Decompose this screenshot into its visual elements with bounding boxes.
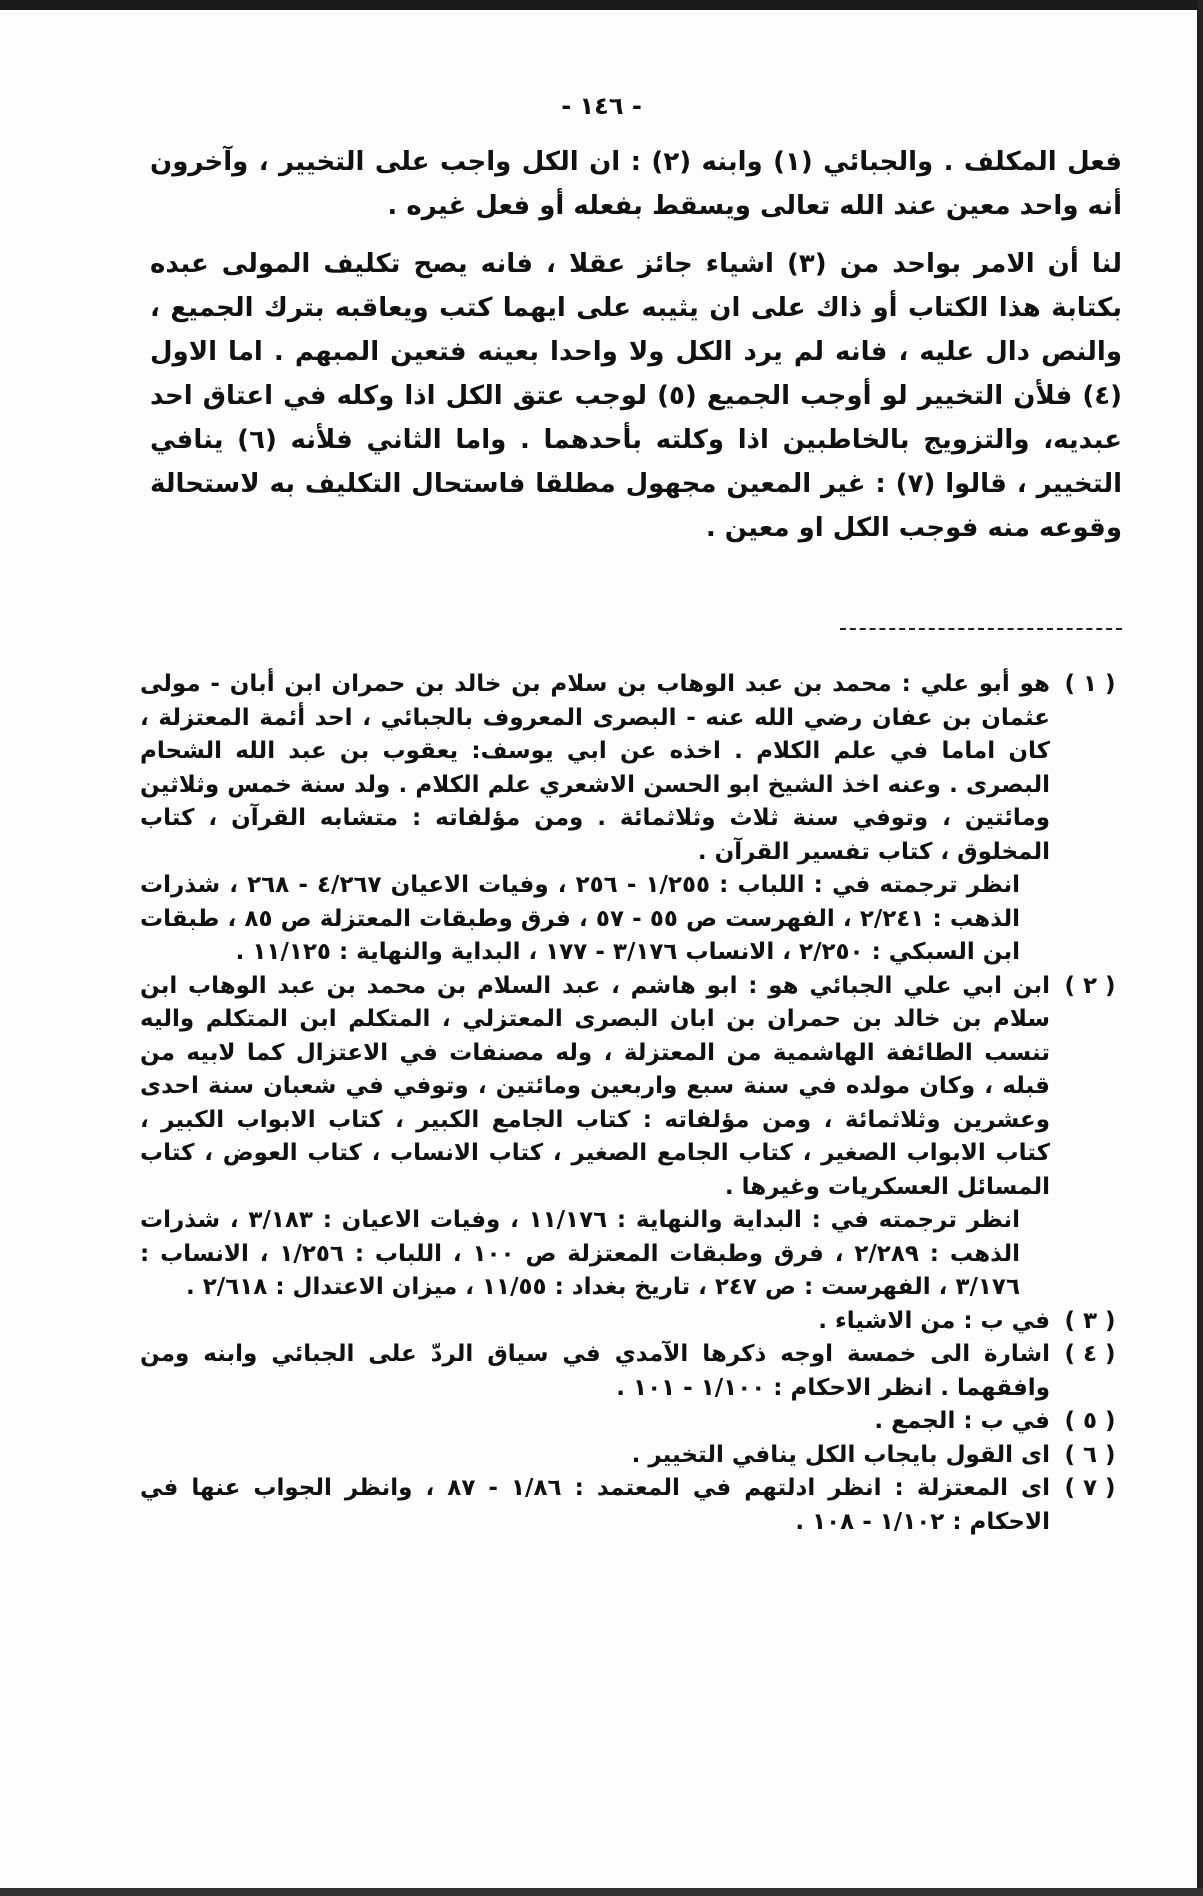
footnote-sources: انظر ترجمته في : اللباب : ١/٢٥٥ - ٢٥٦ ، وفيات الاعيان ٤/٢٦٧ - ٢٦٨ ، شذرات الذهب : ٢/٢٤١ ، الفهرست ص ٥٥ - ٥٧ ، فرق وطبقات المعتزلة ص ٨٥ ، طبقات ابن السبكي : ٢/٢٥٠ ، الانساب ٣/١٧٦ - ١٧٧ ، البداية والنهاية : ١١/١٢٥ . [140, 872, 1020, 965]
footnote-number: ( ٧ ) [1064, 1475, 1116, 1501]
footnote [140, 1405, 1130, 1439]
footnote-text: اى القول بايجاب الكل ينافي التخيير . [631, 1441, 1050, 1468]
footnote-number: ( ٦ ) [1064, 1441, 1116, 1468]
footnote-number: ( ٤ ) [1064, 1341, 1116, 1367]
scan-edge-right [1197, 0, 1203, 1896]
footnote [140, 668, 1130, 970]
footnote [140, 1472, 1130, 1539]
page-number: - ١٤٦ - [561, 92, 642, 120]
footnote-body [140, 1305, 1050, 1339]
footnote-body [140, 1472, 1050, 1539]
footnote-number: ( ٥ ) [1064, 1408, 1116, 1434]
footnote-text: ابن ابي علي الجبائي هو : ابو هاشم ، عبد السلام بن محمد بن عبد الوهاب ابن سلام بن خالد بن حمران بن ابان البصرى المعتزلي ، المتكلم ابن المتكلم واليه تنسب الطائفة الهاشمية من المعتزلة ، وله مصنفات في الاعتزال كما لابيه من قبله ، وكان مولده في سنة سبع واربعين ومائتين ، وتوفي في شعبان سنة احدى وعشرين وثلاثمائة ، ومن مؤلفاته : كتاب الجامع الكبير ، كتاب الابواب الكبير ، كتاب الابواب الصغير ، كتاب الجامع الصغير ، كتاب الانساب ، كتاب العوض ، كتاب المسائل العسكريات وغيرها . [140, 972, 1050, 1200]
footnote-number: ( ٣ ) [1064, 1307, 1116, 1334]
footnote-body [140, 1338, 1050, 1405]
footnote-body [140, 1439, 1050, 1473]
footnote [140, 1338, 1130, 1405]
footnote-divider [840, 628, 1122, 630]
footnote-text: اى المعتزلة : انظر ادلتهم في المعتمد : ١/٨٦ - ٨٧ ، وانظر الجواب عنها في الاحكام : ١/١٠٢ - ١٠٨ . [140, 1475, 1050, 1535]
footnote-number: ( ١ ) [1064, 671, 1116, 697]
footnotes [140, 668, 1130, 1539]
main-paragraph: فعل المكلف . والجبائي (١) وابنه (٢) : ان الكل واجب على التخيير ، وآخرون أنه واحد معين عند الله تعالى ويسقط بفعله أو فعل غيره . [150, 147, 1122, 221]
main-text [150, 140, 1122, 564]
scan-edge-bottom [0, 1888, 1203, 1896]
footnote [140, 1439, 1130, 1473]
footnote-text: في ب : من الاشياء . [818, 1307, 1050, 1334]
footnote-body [140, 970, 1050, 1305]
footnote-body [140, 1405, 1050, 1439]
scan-edge-top [0, 0, 1203, 10]
footnote [140, 970, 1130, 1305]
footnote-sources: انظر ترجمته في : البداية والنهاية : ١١/١٧٦ ، وفيات الاعيان : ٣/١٨٣ ، شذرات الذهب : ٢/٢٨٩ ، فرق وطبقات المعتزلة ص ١٠٠ ، اللباب : ١/٢٥٦ ، الانساب : ٣/١٧٦ ، الفهرست : ص ٢٤٧ ، تاريخ بغداد : ١١/٥٥ ، ميزان الاعتدال : ٢/٦١٨ . [140, 1207, 1020, 1300]
footnote-number: ( ٢ ) [1064, 972, 1116, 999]
footnote-text: اشارة الى خمسة اوجه ذكرها الآمدي في سياق الردّ على الجبائي وابنه ومن وافقهما . انظر الاحكام : ١/١٠٠ - ١٠١ . [140, 1341, 1050, 1401]
footnote-text: هو أبو علي : محمد بن عبد الوهاب بن سلام بن خالد بن حمران ابن أبان - مولى عثمان بن عفان رضي الله عنه - البصرى المعروف بالجبائي ، احد أئمة المعتزلة ، كان اماما في علم الكلام . اخذه عن ابي يوسف: يعقوب بن عبد الله الشحام البصرى . وعنه اخذ الشيخ ابو الحسن الاشعري علم الكلام . ولد سنة خمس وثلاثين ومائتين ، وتوفي سنة ثلاث وثلاثمائة . ومن مؤلفاته : متشابه القرآن ، كتاب المخلوق ، كتاب تفسير القرآن . [140, 671, 1050, 865]
footnote-body [140, 668, 1050, 970]
main-paragraph: لنا أن الامر بواحد من (٣) اشياء جائز عقلا ، فانه يصح تكليف المولى عبده بكتابة هذا الكتاب أو ذاك على ان يثيبه على ايهما كتب ويعاقبه بترك الجميع ، والنص دال عليه ، فانه لم يرد الكل ولا واحدا بعينه فتعين المبهم . اما الاول (٤) فلأن التخيير لو أوجب الجميع (٥) لوجب عتق الكل اذا وكله في اعتاق احد عبديه، والتزويج بالخاطبين اذا وكلته بأحدهما . واما الثاني فلأنه (٦) ينافي التخيير ، قالوا (٧) : غير المعين مجهول مطلقا فاستحال التكليف به لاستحالة وقوعه منه فوجب الكل او معين . [150, 249, 1123, 543]
footnote [140, 1305, 1130, 1339]
footnote-text: في ب : الجمع . [874, 1408, 1050, 1434]
